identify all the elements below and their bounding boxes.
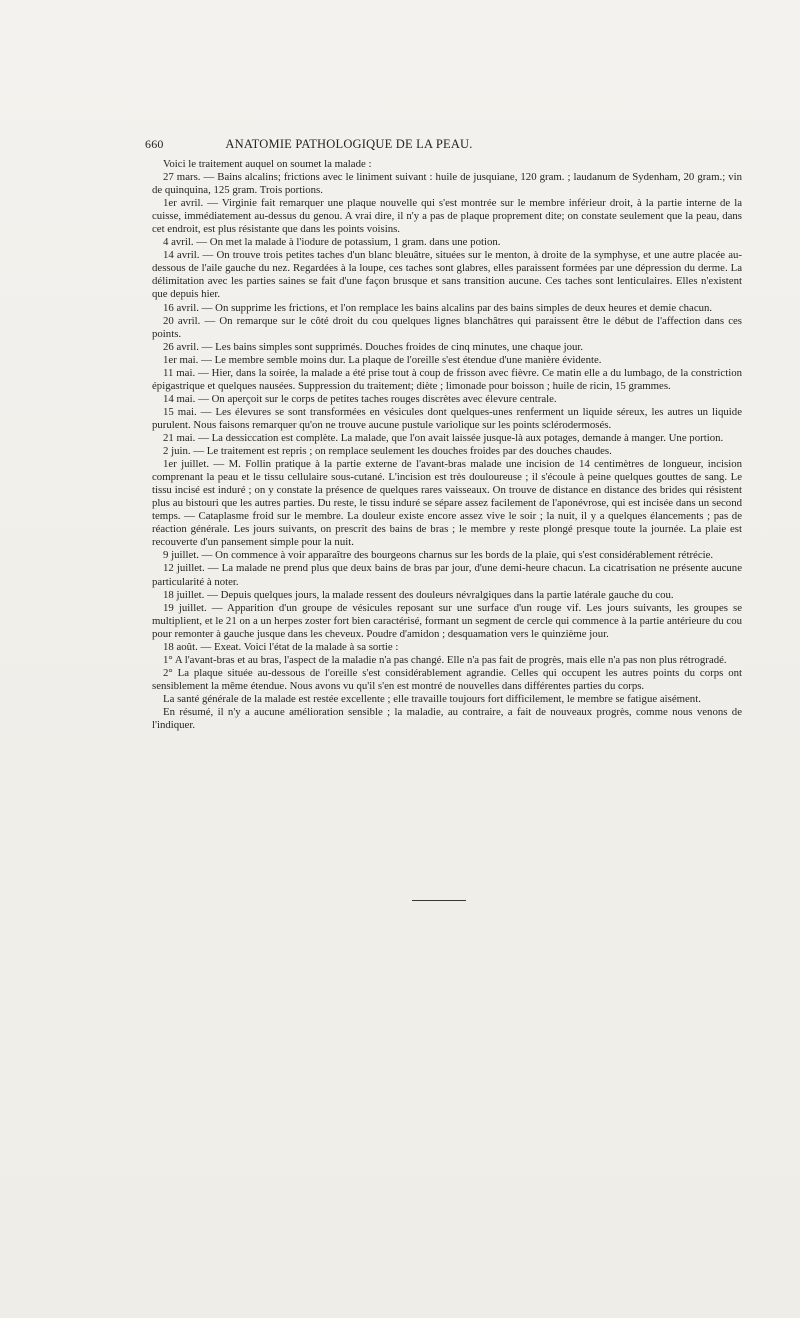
paragraph: 9 juillet. — On commence à voir apparaître des bourgeons charnus sur les bords de la plaie, qui s'est considérablement rétrécie. bbox=[163, 549, 714, 562]
paragraph: 21 mai. — La dessiccation est complète. La malade, que l'on avait laissée jusque-là aux potages, demande à manger. Une portion. bbox=[163, 431, 724, 444]
paragraph: Voici le traitement auquel on soumet la malade : bbox=[163, 158, 372, 170]
paragraph: 26 avril. — Les bains simples sont supprimés. Douches froides de cinq minutes, une chaque jour. bbox=[163, 340, 584, 353]
paragraph: 1er juillet. — M. Follin pratique à la partie externe de l'avant-bras malade une incision de 14 centimètres de longueur, incision comprenant la peau et le tissu cellulaire sous-cutané. L'incision est très douloureuse ; il s'écoule à peine quelques gouttes de sang. Le tissu incisé est induré ; on y constate la présence de quelques rares vaisseaux. On trouve de distance en distance des brides qui résistent plus au bistouri que les autres parties. Du reste, le tissu induré se sépare assez facilement de l'aponévrose, qui est incisée dans un second temps. — Cataplasme froid sur le membre. La douleur existe encore assez vive le soir ; la nuit, il y a quelques élancements ; pas de réaction générale. Les jours suivants, on prescrit des bains de bras ; le membre y reste plongé presque toute la journée. La plaie est recouverte d'un pansement simple pour la nuit. bbox=[152, 458, 742, 549]
page-number: 660 bbox=[145, 137, 164, 151]
paragraph: 16 avril. — On supprime les frictions, et l'on remplace les bains alcalins par des bains simples de deux heures et demie chacun. bbox=[163, 301, 713, 314]
paragraph: 18 juillet. — Depuis quelques jours, la malade ressent des douleurs névralgiques dans la partie latérale gauche du cou. bbox=[163, 588, 674, 601]
paragraph: En résumé, il n'y a aucune amélioration sensible ; la maladie, au contraire, a fait de nouveaux progrès, comme nous venons de l'indiquer. bbox=[152, 705, 742, 732]
paragraph: 14 mai. — On aperçoit sur le corps de petites taches rouges discrètes avec élevure centrale. bbox=[163, 392, 557, 405]
paragraph: 2 juin. — Le traitement est repris ; on remplace seulement les douches froides par des douches chaudes. bbox=[163, 445, 612, 458]
paragraph: 12 juillet. — La malade ne prend plus que deux bains de bras par jour, d'une demi-heure chacun. La cicatrisation ne présente aucune particularité à noter. bbox=[152, 562, 742, 588]
paragraph: 2° La plaque située au-dessous de l'oreille s'est considérablement agrandie. Celles qui occupent les autres points du corps ont sensiblement la même étendue. Nous avons vu qu'il s'en est montré de nouvelles dans différentes parties du corps. bbox=[152, 666, 742, 692]
paragraph: La santé générale de la malade est restée excellente ; elle travaille toujours fort difficilement, le membre se fatigue aisément. bbox=[163, 692, 701, 705]
page-header bbox=[145, 137, 553, 155]
paragraph: 14 avril. — On trouve trois petites taches d'un blanc bleuâtre, situées sur le menton, à droite de la symphyse, et une autre placée au-dessous de l'aile gauche du nez. Regardées à la loupe, ces taches sont glabres, elles paraissent formées par une dépression du derme. La délimitation avec les parties saines se fait d'une façon brusque et sans transition aucune. Ces taches sont lenticulaires. Elles n'existent que depuis hier. bbox=[152, 249, 742, 301]
paragraph: 11 mai. — Hier, dans la soirée, la malade a été prise tout à coup de frisson avec fièvre. Ce matin elle a du lumbago, de la constriction épigastrique et quelques nausées. Suppression du traitement; diète ; limonade pour boisson ; huile de ricin, 15 grammes. bbox=[152, 366, 742, 392]
paragraph: 1° A l'avant-bras et au bras, l'aspect de la maladie n'a pas changé. Elle n'a pas fait de progrès, mais elle n'a pas non plus rétrogradé. bbox=[163, 653, 727, 666]
paragraph: 4 avril. — On met la malade à l'iodure de potassium, 1 gram. dans une potion. bbox=[163, 236, 501, 249]
paragraph: 1er avril. — Virginie fait remarquer une plaque nouvelle qui s'est montrée sur le membre inférieur droit, à la partie interne de la cuisse, immédiatement au-dessus du genou. A vrai dire, il n'y a pas de plaque proprement dite; on constate seulement que la peau, dans cet endroit, est plus résistante que dans les points voisins. bbox=[152, 197, 742, 236]
paragraph: 27 mars. — Bains alcalins; frictions avec le liniment suivant : huile de jusquiane, 120 gram. ; laudanum de Sydenham, 20 gram.; vin de quinquina, 125 gram. Trois portions. bbox=[152, 171, 742, 197]
paragraph: 20 avril. — On remarque sur le côté droit du cou quelques lignes blanchâtres qui paraissent être le début de l'affection dans ces points. bbox=[152, 314, 742, 340]
paragraph: 19 juillet. — Apparition d'un groupe de vésicules reposant sur une surface d'un rouge vif. Les jours suivants, les groupes se multiplient, et le 21 on a un herpes zoster fort bien caractérisé, formant un segment de cercle qui commence à la partie antérieure du cou pour remonter à gauche jusque dans les cheveux. Poudre d'amidon ; desquamation vers le quinzième jour. bbox=[152, 601, 742, 640]
running-head: ANATOMIE PATHOLOGIQUE DE LA PEAU. bbox=[225, 137, 473, 151]
body-text bbox=[152, 158, 742, 732]
paragraph: 18 août. — Exeat. Voici l'état de la malade à sa sortie : bbox=[163, 640, 399, 653]
closing-rule bbox=[412, 900, 466, 901]
paragraph: 15 mai. — Les élevures se sont transformées en vésicules dont quelques-unes renferment un liquide séreux, les autres un liquide purulent. Nous faisons remarquer qu'on ne trouve aucune pustule variolique sur les points sclérodermosés. bbox=[152, 405, 742, 431]
paragraph: 1er mai. — Le membre semble moins dur. La plaque de l'oreille s'est étendue d'une manière évidente. bbox=[163, 353, 602, 366]
